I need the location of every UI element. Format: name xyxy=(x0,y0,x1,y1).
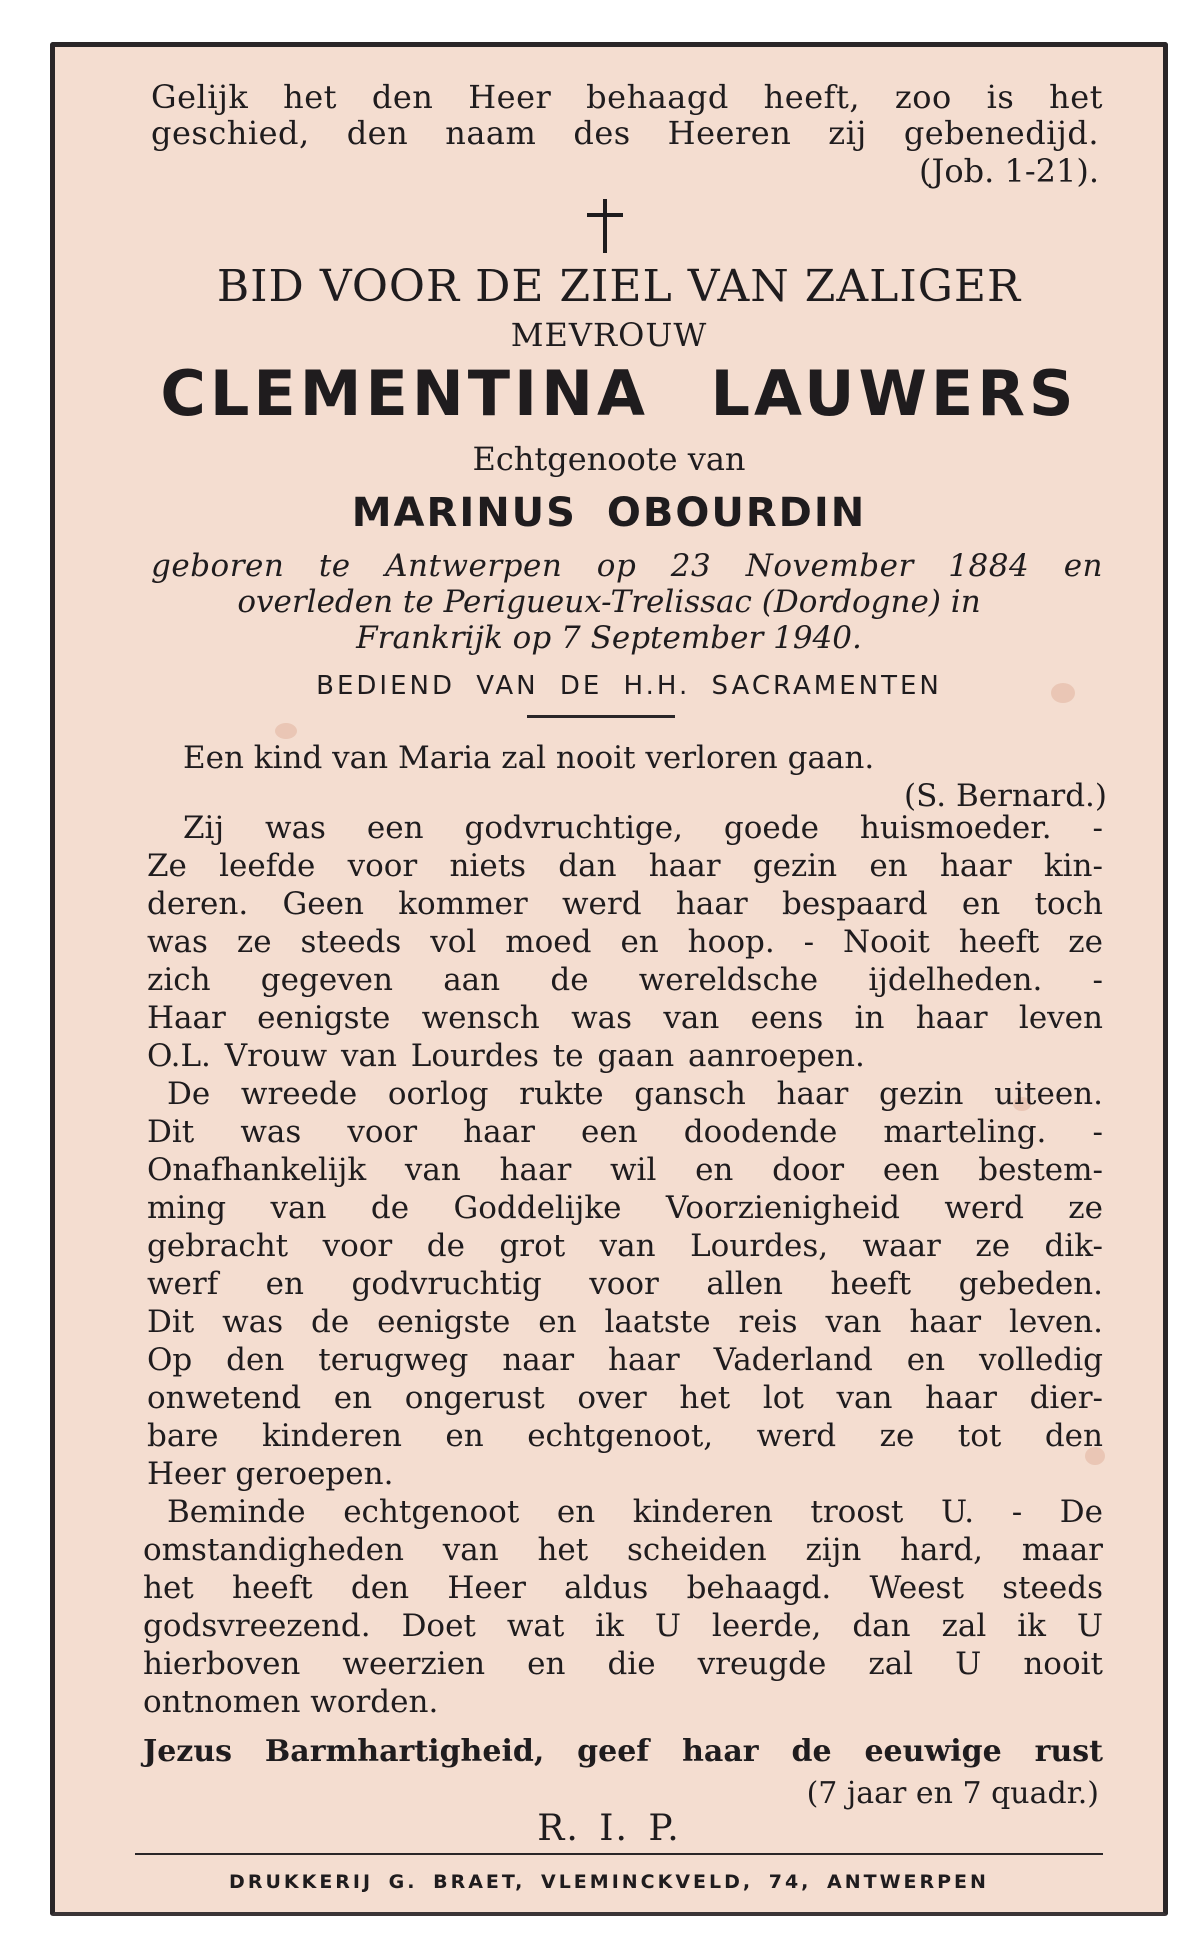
closing-prayer: Jezus Barmhartigheid, geef haar de eeuwige rust xyxy=(143,1734,1103,1769)
body-line: Ze leefde voor niets dan haar gezin en haar kin- xyxy=(147,848,1103,884)
birth-line: geboren te Antwerpen op 23 November 1884 en xyxy=(151,548,1103,584)
divider xyxy=(135,1853,1103,1855)
rip: R. I. P. xyxy=(537,1808,681,1849)
spouse-name: MARINUS OBOURDIN xyxy=(351,490,867,536)
motto-source: (S. Bernard.) xyxy=(904,778,1107,814)
quote-line: geschied, den naam des Heeren zij gebenedijd. xyxy=(151,114,1099,152)
death-line: overleden te Perigueux-Trelissac (Dordogne) in xyxy=(237,584,981,620)
body-line: ming van de Goddelijke Voorzienigheid werd ze xyxy=(147,1190,1103,1226)
body-line: O.L. Vrouw van Lourdes te gaan aanroepen. xyxy=(147,1038,865,1074)
memorial-card xyxy=(50,42,1168,1916)
body-line: hierboven weerzien en die vreugde zal U nooit xyxy=(143,1646,1103,1682)
body-line: omstandigheden van het scheiden zijn hard, maar xyxy=(143,1532,1103,1568)
body-line: Onafhankelijk van haar wil en door een bestem- xyxy=(147,1152,1103,1188)
body-line: werf en godvruchtig voor allen heeft gebeden. xyxy=(147,1266,1103,1302)
body-line: Dit was voor haar een doodende marteling. - xyxy=(147,1114,1103,1150)
sacraments-line: BEDIEND VAN DE H.H. SACRAMENTEN xyxy=(316,671,942,701)
death-line: Frankrijk op 7 September 1940. xyxy=(356,620,862,656)
indulgence: (7 jaar en 7 quadr.) xyxy=(806,1776,1099,1811)
body-line: Heer geroepen. xyxy=(147,1456,394,1492)
body-line: was ze steeds vol moed en hoop. - Nooit heeft ze xyxy=(147,924,1103,960)
body-line: Zij was een godvruchtige, goede huismoeder. - xyxy=(183,810,1103,846)
quote-reference: (Job. 1-21). xyxy=(919,152,1099,190)
printer-credit: DRUKKERIJ G. BRAET, VLEMINCKVELD, 74, ANTWERPEN xyxy=(229,1871,989,1893)
divider xyxy=(527,715,675,718)
body-line: Dit was de eenigste en laatste reis van haar leven. xyxy=(147,1304,1103,1340)
body-line: gebracht voor de grot van Lourdes, waar ze dik- xyxy=(147,1228,1103,1264)
body-line: deren. Geen kommer werd haar bespaard en toch xyxy=(147,886,1103,922)
body-line: Haar eenigste wensch was van eens in haar leven xyxy=(147,1000,1103,1036)
paper-stain xyxy=(275,723,297,739)
body-line: Op den terugweg naar haar Vaderland en volledig xyxy=(147,1342,1103,1378)
spouse-intro: Echtgenoote van xyxy=(472,440,746,478)
body-line: Beminde echtgenoot en kinderen troost U. - De xyxy=(167,1494,1103,1530)
body-line: ontnomen worden. xyxy=(143,1684,439,1720)
body-line: onwetend en ongerust over het lot van haar dier- xyxy=(147,1380,1103,1416)
deceased-name: CLEMENTINA LAUWERS xyxy=(160,357,1078,430)
honorific: MEVROUW xyxy=(510,316,708,354)
body-line: godsvreezend. Doet wat ik U leerde, dan zal ik U xyxy=(143,1608,1103,1644)
cross-icon xyxy=(587,199,623,253)
body-line: De wreede oorlog rukte gansch haar gezin uiteen. xyxy=(167,1076,1103,1112)
body-line: bare kinderen en echtgenoot, werd ze tot den xyxy=(147,1418,1103,1454)
prayer-heading: BID VOOR DE ZIEL VAN ZALIGER xyxy=(216,261,1022,312)
body-line: het heeft den Heer aldus behaagd. Weest steeds xyxy=(143,1570,1103,1606)
motto-text: Een kind van Maria zal nooit verloren gaan. xyxy=(183,740,875,776)
body-line: zich gegeven aan de wereldsche ijdelheden. - xyxy=(147,962,1103,998)
quote-line: Gelijk het den Heer behaagd heeft, zoo is het xyxy=(151,78,1103,116)
